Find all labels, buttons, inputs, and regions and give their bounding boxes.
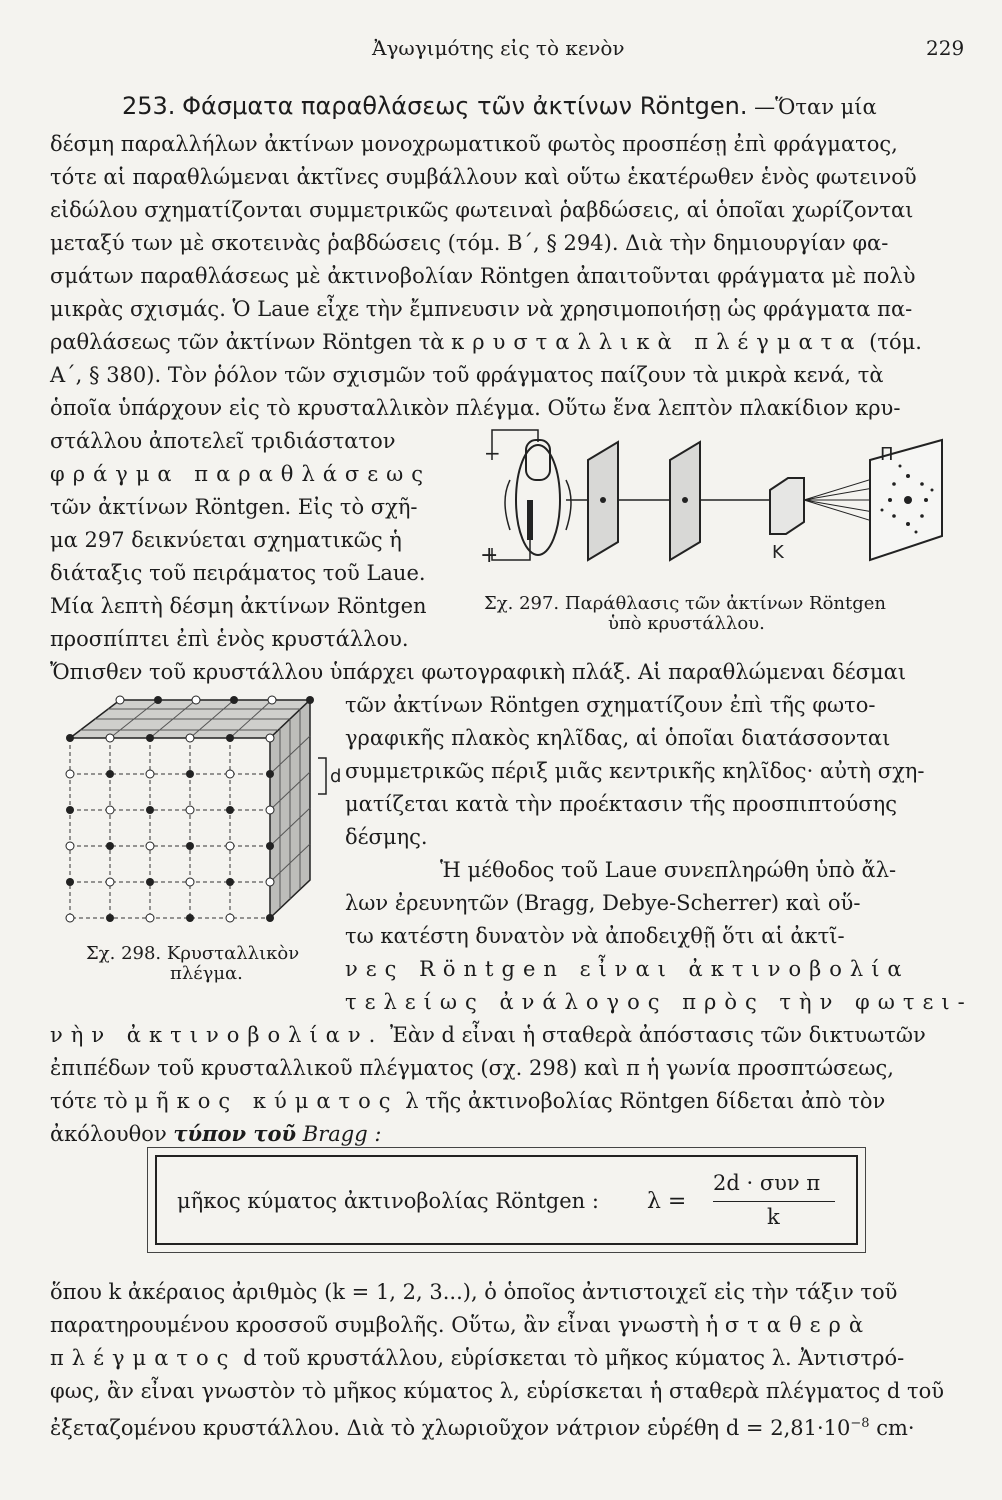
paragraph-line: [50, 1346, 904, 1370]
paragraph-line: τῶν ἀκτίνων Röntgen σχηματίζουν ἐπὶ τῆς φωτο-: [345, 693, 876, 717]
paragraph-line: σμάτων παραθλάσεως μὲ ἀκτινοβολίαν Röntgen ἀπαιτοῦνται φράγματα μὲ πολὺ: [50, 264, 916, 288]
text-run: Ἐὰν d εἶναι ἡ σταθερὰ ἀπόστασις τῶν δικτυωτῶν: [390, 1023, 926, 1047]
tube-outline-left: [505, 480, 510, 530]
section-number: 253.: [122, 92, 176, 120]
lattice-front-face: [70, 738, 270, 918]
paragraph-line: [50, 330, 922, 354]
text-run: ραθλάσεως τῶν ἀκτίνων Röntgen τὰ: [50, 330, 445, 354]
text-run: τότε τὸ: [50, 1089, 128, 1113]
page-number: 229: [926, 36, 965, 60]
exponent: −8: [850, 1416, 870, 1431]
paragraph-line: Μία λεπτὴ δέσμη ἀκτίνων Röntgen: [50, 594, 427, 618]
spaced-emphasis: νὴν ἀκτινοβολίαν.: [50, 1023, 384, 1047]
paragraph-line: [50, 1023, 926, 1047]
formula-denominator: k: [767, 1205, 780, 1229]
xray-tube-icon: [516, 445, 560, 555]
spaced-emphasis: φράγμα παραθλάσεως: [50, 462, 432, 486]
paragraph-line: [50, 1122, 381, 1146]
paragraph-line: [50, 1313, 871, 1337]
spaced-emphasis: πλέγματος: [50, 1346, 237, 1370]
formula-lhs: λ =: [647, 1189, 687, 1214]
spacing-label: d: [330, 766, 342, 787]
paragraph-line: εἰδώλου σχηματίζονται συμμετρικῶς φωτειναὶ ῥαβδώσεις, αἱ ὁποῖαι χωρίζονται: [50, 198, 914, 222]
paragraph-line: [50, 1412, 915, 1440]
paragraph-line: ὁποῖα ὑπάρχουν εἰς τὸ κρυσταλλικὸν πλέγμα. Οὕτω ἕνα λεπτὸν πλακίδιον κρυ-: [50, 396, 901, 420]
paragraph-line: [50, 1089, 885, 1113]
text-run: (τόμ.: [869, 330, 922, 354]
section-heading: [122, 94, 877, 119]
formula-numerator: 2d · συν π: [713, 1171, 821, 1195]
slit-hole-1: [600, 497, 606, 503]
figure-297-caption: Σχ. 297. Παράθλασις τῶν ἀκτίνων Röntgen: [484, 593, 887, 614]
text-run: d τοῦ κρυστάλλου, εὑρίσκεται τὸ μῆκος κύματος λ. Ἀντιστρό-: [243, 1346, 905, 1370]
tube-outline-right: [566, 480, 571, 530]
paragraph-line: τότε αἱ παραθλώμεναι ἀκτῖνες συμβάλλουν καὶ οὕτω ἑκατέρωθεν ἑνὸς φωτεινοῦ: [50, 165, 917, 189]
spacing-bracket: [318, 758, 326, 794]
text-run: παρατηρουμένου κροσσοῦ συμβολῆς. Οὕτω, ἂν εἶναι γνωστὴ ἡ: [50, 1313, 719, 1337]
plus-label: +: [480, 543, 499, 568]
fraction-bar: [713, 1201, 835, 1202]
paragraph-line: δέσμης.: [345, 825, 428, 849]
paragraph-line: γραφικῆς πλακὸς κηλῖδας, αἱ ὁποῖαι διατάσσονται: [345, 726, 891, 750]
spaced-emphasis: νες Röntgen εἶναι ἀκτινοβολία: [345, 957, 910, 981]
paragraph-line: τῶν ἀκτίνων Röntgen. Εἰς τὸ σχῆ-: [50, 495, 418, 519]
paragraph-line: φως, ἂν εἶναι γνωστὸν τὸ μῆκος κύματος λ, εὑρίσκεται ἡ σταθερὰ πλέγματος d τοῦ: [50, 1379, 945, 1403]
paragraph-text: —Ὅταν μία: [754, 95, 877, 119]
paragraph-line: Α΄, § 380). Τὸν ῥόλον τῶν σχισμῶν τοῦ φράγματος παίζουν τὰ μικρὰ κενά, τὰ: [50, 363, 884, 387]
paragraph-line: Ὄπισθεν τοῦ κρυστάλλου ὑπάρχει φωτογραφικὴ πλάξ. Αἱ παραθλώμεναι δέσμαι: [50, 660, 907, 684]
slit-hole-2: [682, 497, 688, 503]
formula-label: μῆκος κύματος ἀκτινοβολίας Röntgen :: [177, 1189, 599, 1213]
paragraph-line: ματίζεται κατὰ τὴν προέκτασιν τῆς προσπιπτούσης: [345, 792, 897, 816]
spaced-emphasis: κρυσταλλικὰ πλέγματα: [451, 330, 863, 354]
spaced-emphasis: μῆκος κύματος: [134, 1089, 399, 1113]
figure-298-caption-line2: πλέγμα.: [170, 963, 243, 984]
paragraph-line: προσπίπτει ἐπὶ ἑνὸς κρυστάλλου.: [50, 627, 409, 651]
paragraph-line: στάλλου ἀποτελεῖ τριδιάστατον: [50, 429, 396, 453]
crystal: [770, 478, 804, 534]
laue-experiment-diagram: [470, 420, 950, 580]
formula-name: τύπον τοῦ: [173, 1121, 297, 1146]
paragraph-line: συμμετρικῶς πέριξ μιᾶς κεντρικῆς κηλῖδος· αὐτὴ σχη-: [345, 759, 925, 783]
text-run: ἐξεταζομένου κρυστάλλου. Διὰ τὸ χλωριοῦχον νάτριον εὑρέθη d = 2,81·10: [50, 1416, 851, 1440]
paragraph-line: τω κατέστη δυνατὸν νὰ ἀποδειχθῇ ὅτι αἱ ἀκτῖ-: [345, 924, 845, 948]
text-run: λ τῆς ἀκτινοβολίας Röntgen δίδεται ἀπὸ τὸν: [405, 1089, 886, 1113]
crystal-label: K: [772, 542, 784, 563]
section-title: Φάσματα παραθλάσεως τῶν ἀκτίνων Röntgen.: [182, 92, 748, 120]
crystal-lattice-diagram: [60, 690, 350, 930]
paragraph-line: μικρὰς σχισμάς. Ὁ Laue εἶχε τὴν ἔμπνευσιν νὰ χρησιμοποιήσῃ ὡς φράγματα πα-: [50, 297, 913, 321]
minus-label: −: [484, 441, 501, 465]
paragraph-line: λων ἐρευνητῶν (Bragg, Debye-Scherrer) καὶ οὕ-: [345, 891, 861, 915]
figure-297-caption-line2: ὑπὸ κρυστάλλου.: [608, 613, 765, 634]
running-title: Ἀγωγιμότης εἰς τὸ κενὸν: [372, 36, 625, 60]
unit: cm·: [876, 1416, 915, 1440]
paragraph-line: διάταξις τοῦ πειράματος τοῦ Laue.: [50, 561, 426, 585]
figure-298-caption: Σχ. 298. Κρυσταλλικὸν: [86, 943, 300, 964]
paragraph-line: ὅπου k ἀκέραιος ἀριθμὸς (k = 1, 2, 3...), ὁ ὁποῖος ἀντιστοιχεῖ εἰς τὴν τάξιν τοῦ: [50, 1280, 898, 1304]
paragraph-line: ἐπιπέδων τοῦ κρυσταλλικοῦ πλέγματος (σχ. 298) καὶ π ἡ γωνία προσπτώσεως,: [50, 1056, 894, 1080]
formula-name-bragg: Bragg :: [302, 1122, 382, 1146]
plate-label: Π: [880, 444, 894, 465]
paragraph-line: Ἡ μέθοδος τοῦ Laue συνεπληρώθη ὑπὸ ἄλ-: [440, 858, 897, 882]
paragraph-line: μεταξύ των μὲ σκοτεινὰς ῥαβδώσεις (τόμ. Β΄, § 294). Διὰ τὴν δημιουργίαν φα-: [50, 231, 889, 255]
text-run: ἀκόλουθον: [50, 1122, 167, 1146]
bragg-formula-box: [155, 1155, 858, 1245]
spaced-emphasis: σταθερὰ: [724, 1313, 872, 1337]
paragraph-line: δέσμη παραλλήλων ἀκτίνων μονοχρωματικοῦ φωτὸς προσπέσῃ ἐπὶ φράγματος,: [50, 132, 898, 156]
paragraph-line: μα 297 δεικνύεται σχηματικῶς ἡ: [50, 528, 402, 552]
spaced-emphasis: τελείως ἀνάλογος πρὸς τὴν φωτει-: [345, 990, 973, 1014]
